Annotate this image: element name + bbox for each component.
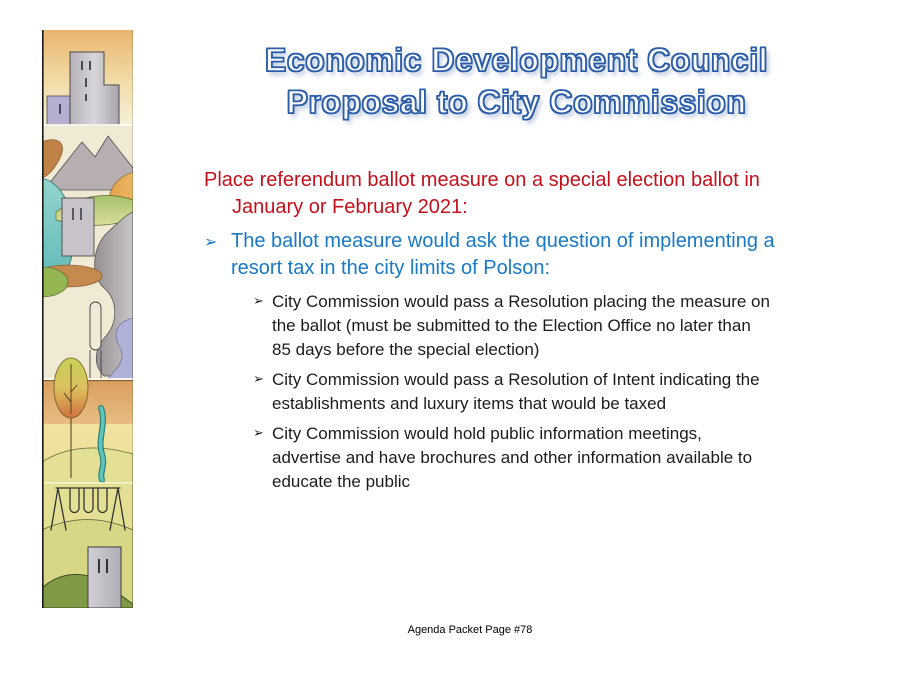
title-line-2: Proposal to City Commission xyxy=(286,84,747,120)
heading-red: Place referendum ballot measure on a special election ballot in January or February 2021: xyxy=(204,169,760,218)
sub-bullet-text: City Commission would hold public information meetings, advertise and have brochures and other information available to educate the public xyxy=(272,424,753,491)
sub-bullet xyxy=(253,422,816,494)
slide-title xyxy=(133,39,900,123)
arrow-bullet-icon: ➢ xyxy=(253,426,264,441)
main-bullet xyxy=(204,228,816,282)
sub-bullet-text: City Commission would pass a Resolution placing the measure on the ballot (must be submitted to the Election Office no later than 85 days before the special election) xyxy=(272,292,770,359)
artwork-strip xyxy=(42,30,133,608)
main-bullet-text: The ballot measure would ask the question of implementing a resort tax in the city limits of Polson: xyxy=(231,230,775,279)
title-line-1: Economic Development Council xyxy=(265,42,768,78)
arrow-bullet-icon: ➢ xyxy=(253,294,264,309)
sub-bullet xyxy=(253,290,816,362)
sub-bullet-text: City Commission would pass a Resolution of Intent indicating the establishments and luxury items that would be taxed xyxy=(272,370,760,413)
footer-page-label: Agenda Packet Page #78 xyxy=(407,624,533,636)
watercolor-cityscape-illustration xyxy=(42,30,133,608)
slide-body xyxy=(204,167,816,500)
sub-bullet xyxy=(253,368,816,416)
arrow-bullet-icon: ➢ xyxy=(204,232,218,251)
arrow-bullet-icon: ➢ xyxy=(253,372,264,387)
